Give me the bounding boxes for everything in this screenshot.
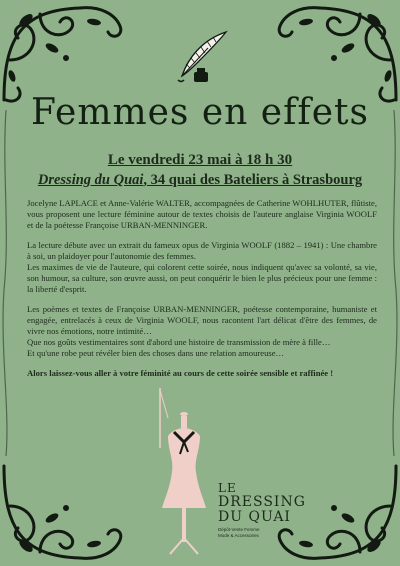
logo-line-3: DU QUAI (218, 509, 291, 525)
event-date: Le vendredi 23 mai à 18 h 30 (107, 152, 293, 168)
venue-address: , 34 quai des Bateliers à Strasbourg (143, 172, 363, 188)
event-title: Femmes en effets (31, 92, 369, 133)
logo-tagline (218, 527, 328, 539)
paragraph-intro: Jocelyne LAPLACE et Anne-Valérie WALTER, accompagnées de Catherine WOHLHUTER, flûtiste, vous proposent une lecture féminine autour de textes choisis de l'auteure anglaise Virginia WOOLF et de la poétesse Françoise URBAN-MENNINGER. (27, 198, 377, 231)
closing-line: Alors laissez-vous aller à votre féminité au cours de cette soirée sensible et raffinée ! (27, 367, 334, 378)
event-description (27, 198, 377, 387)
logo-line-2: DRESSING (218, 494, 306, 510)
bottom-left-ornament (0, 456, 130, 566)
venue-name: Dressing du Quai (37, 172, 144, 188)
quill-inkwell-icon (168, 28, 232, 86)
paragraph-woolf (27, 240, 377, 262)
event-venue (0, 172, 400, 189)
logo-tagline-1: Dépôt-Vente Femme (218, 527, 260, 532)
logo-tagline-2: Mode & Accessoires (218, 533, 259, 538)
paragraph-tastes: Que nos goûts vestimentaires sont d'abord une histoire de transmission de mère à fille… (27, 337, 331, 348)
logo-line-1: LE (218, 481, 237, 495)
paragraph-dress: Et qu'une robe peut révéler bien des choses dans une relation amoureuse… (27, 348, 285, 359)
paragraph-poems: Les poèmes et textes de Françoise URBAN-MENNINGER, poétesse contemporaine, humaniste et engagée, entrelacés à ceux de Virginia WOOLF, nous racontent l'art délicat d'être des femmes, de vivre nos émotions, notre intimité… (27, 303, 377, 337)
mannequin-illustration (150, 388, 220, 558)
paragraph-maximes: Les maximes de vie de l'auteure, qui colorent cette soirée, nous indiquent qu'avec sa volonté, sa vie, son humour, sa culture, son œuvre aussi, on peut conquérir le bien le plus précieux pour une femme : la liberté d'esprit. (27, 262, 377, 295)
dressing-du-quai-logo (218, 481, 328, 539)
paragraph-woolf-text: La lecture débute avec un extrait du fameux opus de Virginia WOOLF (1882 – 1941) : Une chambre à soi, un plaidoyer pour l'autonomie des femmes. (27, 239, 377, 261)
